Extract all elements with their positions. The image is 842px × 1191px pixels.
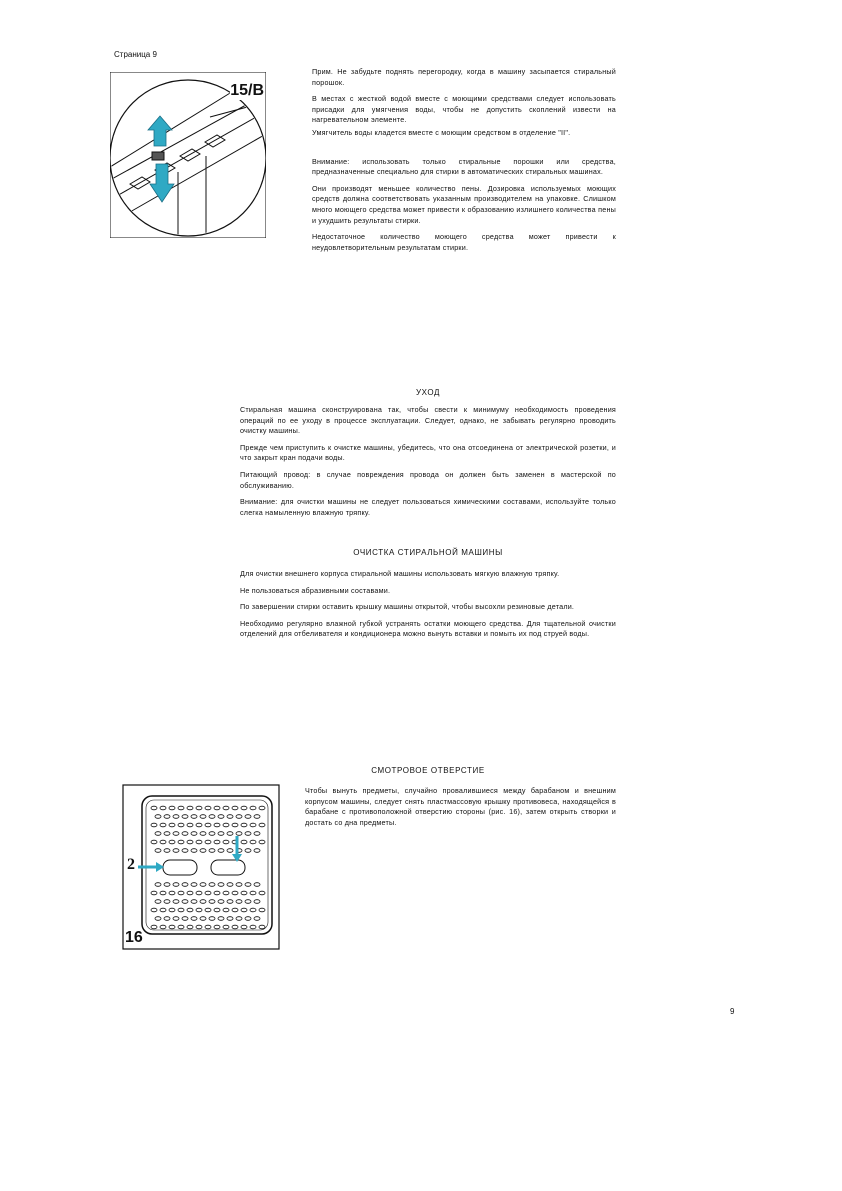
detergent-notes [312,67,616,259]
care-paragraph-4: Внимание: для очистки машины не следует пользоваться химическими составами, используйте только слегка намыленную влажную тряпку. [240,497,616,517]
page-number: 9 [730,1007,735,1016]
note-foam: Они производят меньшее количество пены. Дозировка используемых моющих средств должна соответствовать указанным производителем на упаковке. Слишком много моющего средства может привести к образованию излишнего количества пены и ухудшить результаты стирки. [312,183,616,225]
cleaning-paragraph-1: Для очистки внешнего корпуса стиральной машины использовать мягкую влажную тряпку. [240,569,560,578]
figure-16-callout: 2 [127,856,135,873]
inspection-paragraph-1: Чтобы вынуть предметы, случайно провалившиеся между барабаном и внешним корпусом машины, следует снять пластмассовую крышку противовеса, находящейся в барабане с противоположной отверстию стороны (рис. 16), затем открыть створки и достать со дна предметы. [305,786,616,827]
section-title-care: УХОД [415,388,441,397]
note-partition: Прим. Не забудьте поднять перегородку, когда в машину засыпается стиральный порошок. [312,67,616,87]
cleaning-paragraph-2: Не пользоваться абразивными составами. [240,585,391,595]
figure-16-drum-access-panel [122,784,280,950]
care-paragraph-1: Стиральная машина сконструирована так, чтобы свести к минимуму необходимость проведения операций по ее уходу в процессе эксплуатации. Следует, однако, не забывать регулярно проводить очистку машины. [240,405,616,436]
cleaning-section [240,569,616,646]
figure-15-detergent-drawer [110,72,266,238]
page-header: Страница 9 [114,50,157,59]
inspection-section [305,786,616,834]
section-title-cleaning: ОЧИСТКА СТИРАЛЬНОЙ МАШИНЫ [353,548,503,557]
note-insufficient: Недостаточное количество моющего средства может привести к неудовлетворительным результатам стирки. [312,232,616,252]
cleaning-paragraph-3: По завершении стирки оставить крышку машины открытой, чтобы высохли резиновые детали. [240,602,575,612]
note-hard-water: В местах с жесткой водой вместе с моющими средствами следует использовать присадки для умягчения воды, чтобы не допустить скоплений извести на нагревательном элементе. [312,94,616,125]
figure-16-label: 16 [125,929,143,946]
care-paragraph-2: Прежде чем приступить к очистке машины, убедитесь, что она отсоединена от электрической розетки, и что закрыт кран подачи воды. [240,442,616,463]
note-softener: Умягчитель воды кладется вместе с моющим средством в отделение "II". [312,127,571,137]
cleaning-paragraph-4: Необходимо регулярно влажной губкой устранять остатки моющего средства. Для тщательной очистки отделений для отбеливателя и кондиционера можно вынуть вставки и помыть их под струей воды. [240,618,616,639]
figure-15-label: 15/B [230,82,264,99]
section-title-inspection: СМОТРОВОЕ ОТВЕРСТИЕ [371,766,485,775]
figure-16-drawing [122,784,280,950]
care-section [240,405,616,524]
warning-detergent: Внимание: использовать только стиральные порошки или средства, предназначенные специально для стирки в автоматических стиральных машинах. [312,156,616,177]
care-paragraph-3: Питающий провод: в случае повреждения провода он должен быть заменен в мастерской по обслуживанию. [240,469,616,490]
